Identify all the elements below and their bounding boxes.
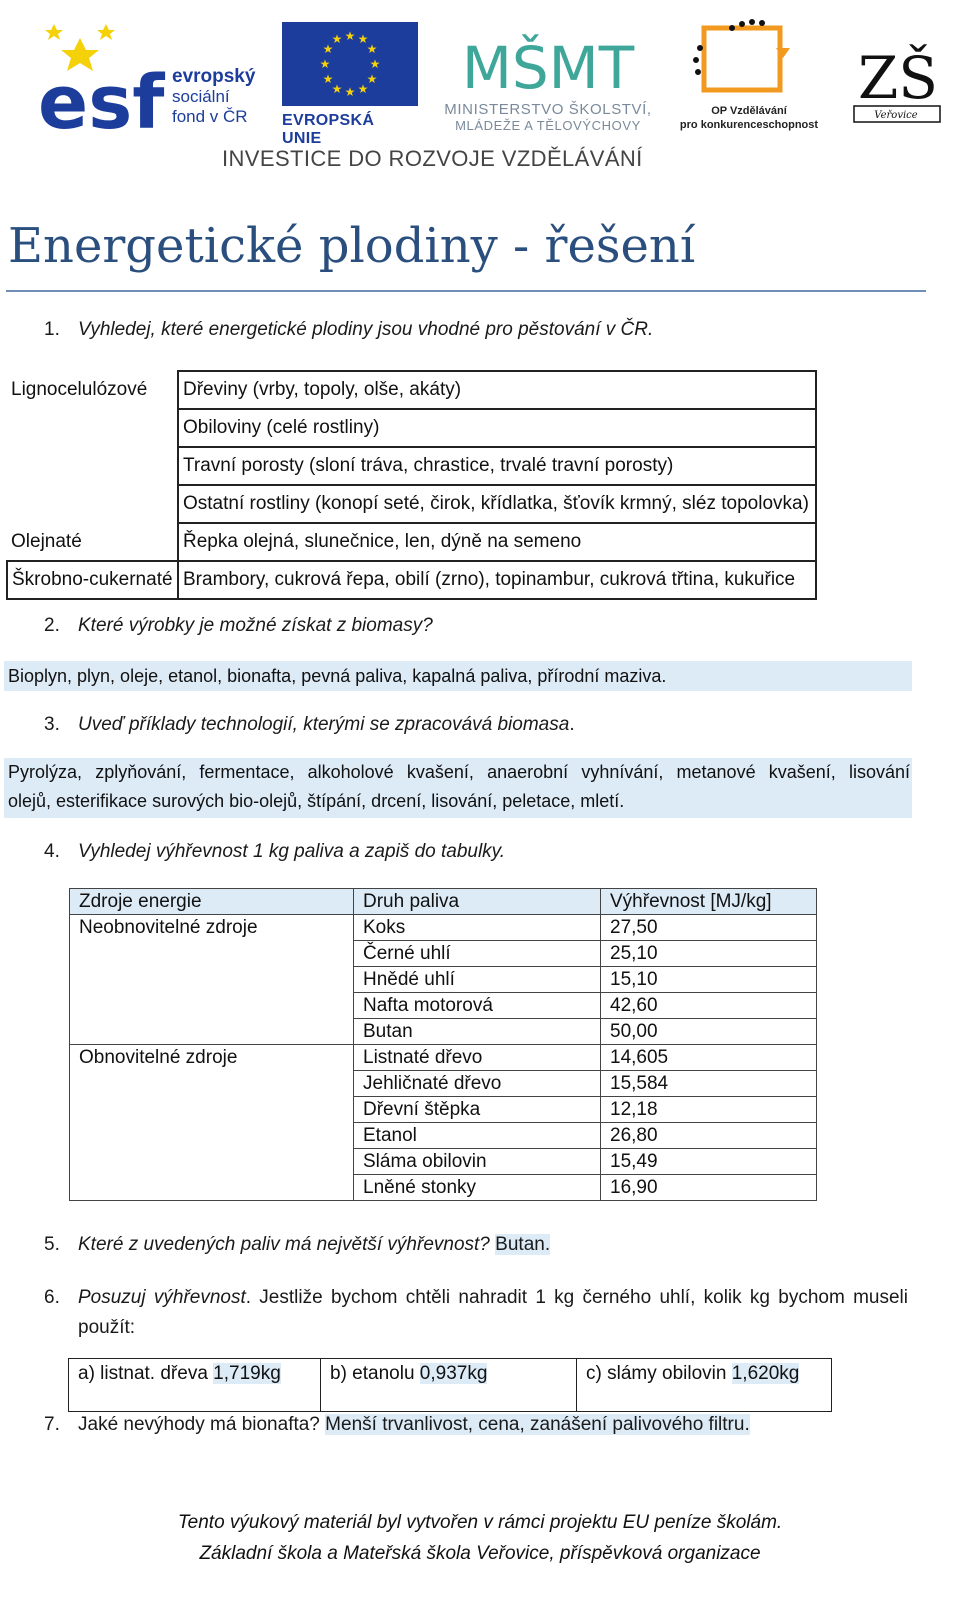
esf-line1: evropský: [172, 66, 256, 87]
footer-line1: Tento výukový materiál byl vytvořen v rámci projektu EU peníze školám.: [177, 1512, 783, 1533]
fuel-value: 15,49: [601, 1149, 817, 1175]
question-4-number: 4.: [44, 841, 60, 862]
question-2-number: 2.: [44, 615, 60, 636]
fuel-group-name: Obnovitelné zdroje: [70, 1045, 354, 1071]
fuel-name: Sláma obilovin: [354, 1149, 601, 1175]
op-logo: [672, 18, 826, 136]
q6-answer-label: b) etanolu: [330, 1363, 420, 1384]
fuel-value: 25,10: [601, 941, 817, 967]
answer-7: Menší trvanlivost, cena, zanášení palivového filtru.: [325, 1414, 750, 1435]
question-3: [44, 714, 575, 736]
question-7-text: Jaké nevýhody má bionafta?: [78, 1414, 320, 1435]
svg-text:★: ★: [331, 82, 343, 96]
eu-name: EVROPSKÁ UNIE: [282, 112, 375, 147]
msmt-logo: [428, 18, 668, 136]
q6-answers-table: [68, 1358, 832, 1412]
q6-answer-value: 0,937kg: [419, 1363, 488, 1384]
op-mark-icon: [672, 18, 826, 100]
esf-logo-mark: [40, 20, 270, 140]
svg-text:MŠMT: MŠMT: [461, 34, 635, 98]
eu-logo: [282, 22, 418, 147]
question-3-number: 3.: [44, 714, 60, 735]
question-2-text: Které výrobky je možné získat z biomasy?: [78, 615, 433, 636]
esf-logo: [40, 20, 270, 140]
plants-item: Ostatní rostliny (konopí seté, čirok, křídlatka, šťovík krmný, sléz topolovka): [178, 485, 816, 523]
question-5-number: 5.: [44, 1234, 60, 1255]
msmt-line1: MINISTERSTVO ŠKOLSTVÍ,: [444, 101, 652, 118]
tagline: INVESTICE DO ROZVOJE VZDĚLÁVÁNÍ: [222, 146, 643, 171]
msmt-line2: MLÁDEŽE A TĚLOVÝCHOVY: [455, 118, 641, 133]
svg-text:★: ★: [322, 42, 334, 56]
msmt-mark: [428, 18, 668, 98]
plants-category: Lignocelulózové: [11, 379, 148, 400]
svg-text:★: ★: [366, 42, 378, 56]
svg-text:★: ★: [369, 57, 381, 71]
question-7: [44, 1414, 750, 1436]
q6-answer-label: a) listnat. dřeva: [78, 1363, 214, 1384]
plants-item: Brambory, cukrová řepa, obilí (zrno), topinambur, cukrová třtina, kukuřice: [178, 561, 816, 599]
fuel-name: Černé uhlí: [354, 941, 601, 967]
q6-answer-cell: [69, 1359, 321, 1412]
plants-item: Řepka olejná, slunečnice, len, dýně na semeno: [178, 523, 816, 561]
fuel-value: 42,60: [601, 993, 817, 1019]
q6-answer-cell: [321, 1359, 577, 1412]
question-4: [44, 841, 505, 863]
question-6: [44, 1283, 908, 1343]
q6-answer-cell: [577, 1359, 832, 1412]
svg-text:★: ★: [322, 72, 334, 86]
fuel-value: 26,80: [601, 1123, 817, 1149]
fuel-name: Butan: [354, 1019, 601, 1045]
question-1-number: 1.: [44, 319, 60, 340]
question-3-dot: .: [569, 714, 575, 735]
zs-logo: [848, 18, 952, 130]
question-6-line2: použít:: [78, 1317, 136, 1338]
answer-5: Butan.: [495, 1234, 551, 1255]
fuel-table-header: Druh paliva: [354, 889, 601, 915]
fuel-name: Jehličnaté dřevo: [354, 1071, 601, 1097]
footer-line2: Základní škola a Mateřská škola Veřovice, příspěvková organizace: [199, 1543, 761, 1564]
svg-text:★: ★: [344, 29, 356, 43]
fuel-value: 12,18: [601, 1097, 817, 1123]
svg-text:★: ★: [357, 82, 369, 96]
op-line2: pro konkurenceschopnost: [679, 119, 819, 131]
fuel-table-header: Výhřevnost [MJ/kg]: [601, 889, 817, 915]
question-6-italic: Posuzuj výhřevnost: [78, 1287, 246, 1308]
fuel-name: Koks: [354, 915, 601, 941]
plants-item: Travní porosty (sloní tráva, chrastice, trvalé travní porosty): [178, 447, 816, 485]
fuel-table-header: Zdroje energie: [70, 889, 354, 915]
answer-3-line2: olejů, esterifikace surových bio-olejů, štípání, drcení, lisování, peletace, mletí.: [8, 791, 625, 811]
fuel-name: Nafta motorová: [354, 993, 601, 1019]
fuel-value: 50,00: [601, 1019, 817, 1045]
plants-category: Olejnaté: [11, 530, 82, 552]
svg-text:★: ★: [319, 57, 331, 71]
eu-flag-icon: [282, 22, 418, 106]
plants-item: Dřeviny (vrby, topoly, olše, akáty): [178, 371, 816, 409]
question-4-text: Vyhledej výhřevnost 1 kg paliva a zapiš do tabulky.: [78, 841, 506, 862]
fuel-value: 15,584: [601, 1071, 817, 1097]
fuel-group-name: Neobnovitelné zdroje: [70, 915, 354, 941]
title-rule: [6, 290, 926, 292]
question-7-number: 7.: [44, 1414, 60, 1435]
esf-line2: sociální: [172, 87, 230, 106]
q6-answer-label: c) slámy obilovin: [586, 1363, 732, 1384]
fuel-name: Etanol: [354, 1123, 601, 1149]
svg-text:★: ★: [331, 32, 343, 46]
svg-text:★: ★: [357, 32, 369, 46]
fuel-name: Lněné stonky: [354, 1175, 601, 1201]
answer-3-line1: Pyrolýza, zplyňování, fermentace, alkoholové kvašení, anaerobní vyhnívání, metanové kvašení, lisování: [8, 762, 910, 782]
fuel-name: Dřevní štěpka: [354, 1097, 601, 1123]
zs-mark-text: ZŠ: [857, 44, 939, 112]
fuel-name: Listnaté dřevo: [354, 1045, 601, 1071]
fuel-value: 14,605: [601, 1045, 817, 1071]
fuel-name: Hnědé uhlí: [354, 967, 601, 993]
question-5: [44, 1234, 550, 1256]
svg-text:★: ★: [366, 72, 378, 86]
esf-mark-text: esf: [40, 60, 165, 140]
question-3-text: Uveď příklady technologií, kterými se zpracovává biomasa: [78, 714, 570, 735]
fuel-table: [69, 888, 817, 1201]
q6-answer-value: 1,620kg: [731, 1363, 800, 1384]
plants-category: Škrobno-cukernaté: [7, 561, 178, 599]
plants-table: [6, 370, 817, 600]
svg-text:★: ★: [344, 85, 356, 99]
fuel-value: 16,90: [601, 1175, 817, 1201]
question-6-number: 6.: [44, 1287, 60, 1308]
answer-2: Bioplyn, plyn, oleje, etanol, bionafta, pevná paliva, kapalná paliva, přírodní maziva.: [4, 661, 912, 691]
question-6-text: . Jestliže bychom chtěli nahradit 1 kg černého uhlí, kolik kg bychom museli: [245, 1287, 908, 1308]
plants-item: Obiloviny (celé rostliny): [178, 409, 816, 447]
question-1: [44, 319, 653, 341]
question-1-text: Vyhledej, které energetické plodiny jsou vhodné pro pěstování v ČR.: [78, 319, 654, 340]
fuel-value: 27,50: [601, 915, 817, 941]
q6-answer-value: 1,719kg: [213, 1363, 281, 1384]
question-2: [44, 615, 433, 637]
op-line1: OP Vzdělávání: [711, 105, 787, 117]
zs-place-text: Veřovice: [874, 110, 918, 121]
fuel-value: 15,10: [601, 967, 817, 993]
page-title: Energetické plodiny - řešení: [8, 218, 696, 274]
answer-3: [4, 758, 912, 818]
esf-line3: fond v ČR: [172, 107, 248, 126]
question-5-text: Které z uvedených paliv má největší výhřevnost?: [78, 1234, 490, 1255]
